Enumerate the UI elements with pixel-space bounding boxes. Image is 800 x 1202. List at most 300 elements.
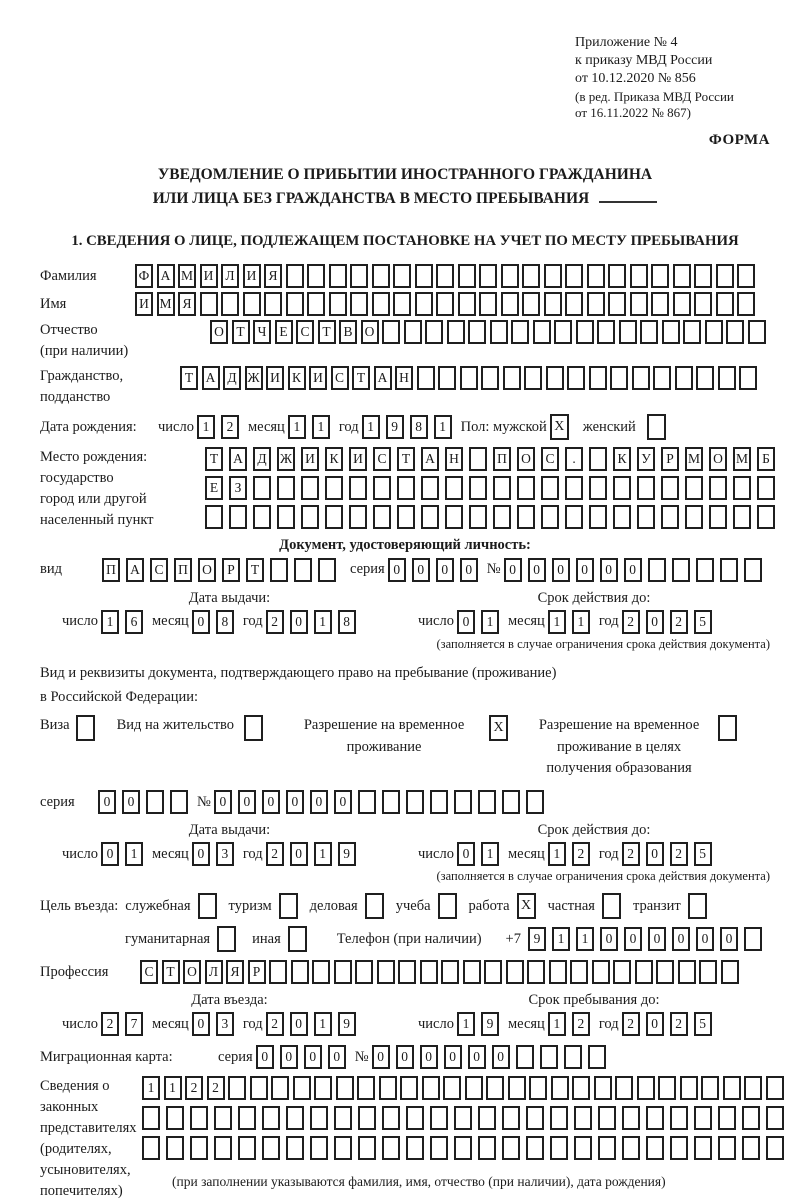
char-cell [744,558,762,582]
char-cell: 6 [125,610,143,634]
residence-doc-dates: Дата выдачи: число 0 1 месяц 0 3 год 2 0 1 9 Срок действия до: число 0 1 месяц 1 2 год 2 0 2 5 [40,822,770,866]
char-cell [766,1136,784,1160]
char-cell: Т [352,366,370,390]
char-cell: 0 [98,790,116,814]
char-cell: 0 [388,558,406,582]
char-cell: 0 [646,842,664,866]
char-cell [318,558,336,582]
char-cell [720,558,738,582]
citizenship-label: Гражданство, подданство [40,368,124,406]
char-cell [382,1106,400,1130]
char-cell: 0 [576,558,594,582]
char-cell: П [102,558,120,582]
char-cell [430,1136,448,1160]
visa-checkbox [76,715,95,741]
char-cell [397,476,415,500]
char-cell [533,320,551,344]
representatives-row [40,1076,770,1202]
char-cell [619,320,637,344]
char-cell: 0 [696,927,714,951]
char-cell: 0 [214,790,232,814]
char-cell: 0 [412,558,430,582]
stay-day-cells [457,1012,499,1036]
given-name-row [40,292,770,316]
char-cell [608,292,626,316]
char-cell: Е [275,320,293,344]
char-cell: 2 [266,610,284,634]
char-cell [142,1106,160,1130]
char-cell: 1 [314,1012,332,1036]
char-cell [286,1136,304,1160]
doc-series-cells [388,558,478,582]
char-cell [479,292,497,316]
gender-label: Пол: мужской [460,418,547,435]
char-cell [622,1136,640,1160]
char-cell [481,366,499,390]
birth-month-cells [288,415,330,439]
char-cell: Т [180,366,198,390]
surname-cells [135,264,755,288]
female-label: женский [582,418,636,435]
char-cell [723,1076,741,1100]
char-cell [334,1136,352,1160]
char-cell [372,264,390,288]
char-cell: 0 [646,1012,664,1036]
char-cell [651,264,669,288]
char-cell [737,292,755,316]
char-cell [502,790,520,814]
char-cell: 9 [338,842,356,866]
birth-place-label: Место рождения: государство город или другой населенный пункт [40,449,154,529]
char-cell [656,960,674,984]
char-cell: 1 [288,415,306,439]
char-cell: 9 [386,415,404,439]
char-cell [622,1106,640,1130]
char-cell [350,292,368,316]
doc-series-label: серия [350,561,385,577]
visit-purpose-row: Цель въезда: служебная туризм деловая учеба работа X частная транзит [40,893,770,919]
char-cell [358,790,376,814]
char-cell [637,1076,655,1100]
char-cell [766,1106,784,1130]
char-cell [291,960,309,984]
char-cell [640,320,658,344]
char-cell [329,292,347,316]
profession-label: Профессия [40,963,109,980]
char-cell: Я [226,960,244,984]
char-cell [262,1136,280,1160]
char-cell [454,1136,472,1160]
char-cell: 0 [290,1012,308,1036]
char-cell [646,1136,664,1160]
residence-doc-options [40,715,770,780]
char-cell [733,505,751,529]
appendix-line: Приложение № 4 [575,35,678,50]
char-cell [214,1106,232,1130]
char-cell: 2 [572,1012,590,1036]
char-cell [214,1136,232,1160]
char-cell [325,505,343,529]
char-cell [726,320,744,344]
form-title [40,163,770,211]
migration-card-label: Миграционная карта: [40,1048,173,1065]
char-cell [718,1136,736,1160]
char-cell: 2 [622,610,640,634]
char-cell: 1 [548,610,566,634]
purpose-private-checkbox [602,893,621,919]
char-cell [377,960,395,984]
char-cell [465,1076,483,1100]
char-cell [527,960,545,984]
residence-valid-day-cells [457,842,499,866]
char-cell [286,264,304,288]
char-cell [310,1106,328,1130]
char-cell: О [361,320,379,344]
char-cell: Т [318,320,336,344]
char-cell [430,1106,448,1130]
char-cell [445,476,463,500]
valid-month-cells [548,610,590,634]
char-cell [382,790,400,814]
char-cell [436,292,454,316]
char-cell [479,264,497,288]
char-cell: 1 [164,1076,182,1100]
residence-issue-year-cells [266,842,356,866]
char-cell [570,960,588,984]
char-cell [549,960,567,984]
validity-note: (заполняется в случае ограничения срока действия документа) [436,636,770,651]
char-cell: 2 [670,1012,688,1036]
residence-validity-note: (заполняется в случае ограничения срока действия документа) [436,869,770,884]
char-cell: 0 [256,1045,274,1069]
char-cell: 0 [600,558,618,582]
char-cell [262,1106,280,1130]
surname-label: Фамилия [40,267,97,284]
char-cell [748,320,766,344]
char-cell [334,1106,352,1130]
entry-dates: Дата въезда: число 2 7 месяц 0 3 год 2 0 1 9 Срок пребывания до: число 1 9 месяц 1 2 год 2 0 2 5 [40,992,770,1036]
surname-row [40,264,770,288]
char-cell: Р [222,558,240,582]
char-cell [349,505,367,529]
char-cell [398,960,416,984]
char-cell [415,264,433,288]
char-cell: С [373,447,391,471]
char-cell [400,1076,418,1100]
char-cell: 2 [266,842,284,866]
char-cell: 0 [624,927,642,951]
valid-date-block: Срок действия до: число 0 1 месяц 1 1 год 2 0 2 5 [418,590,770,634]
char-cell [718,1106,736,1130]
char-cell [613,960,631,984]
char-cell [630,264,648,288]
char-cell: 2 [622,842,640,866]
purpose-transit-checkbox [688,893,707,919]
char-cell [329,264,347,288]
option-visa: Виза [40,715,95,741]
month-label: месяц [247,418,285,435]
char-cell [277,476,295,500]
char-cell [544,264,562,288]
char-cell [420,960,438,984]
char-cell [468,320,486,344]
stay-month-cells [548,1012,590,1036]
char-cell: Т [162,960,180,984]
char-cell [286,1106,304,1130]
char-cell: 0 [396,1045,414,1069]
char-cell [721,960,739,984]
birth-place-row3 [205,505,775,529]
char-cell: 2 [101,1012,119,1036]
char-cell: С [140,960,158,984]
char-cell: 0 [646,610,664,634]
phone-label: Телефон (при наличии) [336,930,482,947]
char-cell [350,264,368,288]
char-cell [637,505,655,529]
purpose-study-checkbox [438,893,457,919]
char-cell: 0 [372,1045,390,1069]
char-cell: М [733,447,751,471]
entry-year-cells [266,1012,356,1036]
doc-number-label: № [486,561,501,577]
issue-date-block: Дата выдачи: число 1 6 месяц 0 8 год 2 0 1 8 [62,590,397,634]
residence-issue-month-cells [192,842,234,866]
char-cell [701,1076,719,1100]
char-cell: 0 [457,842,475,866]
char-cell [294,558,312,582]
char-cell [744,1076,762,1100]
char-cell: С [541,447,559,471]
identity-doc-heading: Документ, удостоверяющий личность: [279,536,531,553]
char-cell [716,292,734,316]
char-cell [742,1106,760,1130]
char-cell [526,790,544,814]
char-cell [526,1106,544,1130]
char-cell [301,476,319,500]
char-cell [221,292,239,316]
char-cell [190,1106,208,1130]
char-cell [670,1106,688,1130]
char-cell [587,264,605,288]
char-cell: 3 [216,1012,234,1036]
char-cell [379,1076,397,1100]
char-cell [373,476,391,500]
char-cell: 0 [552,558,570,582]
appendix-line: от 10.12.2020 № 856 [575,71,696,87]
char-cell [393,264,411,288]
char-cell [680,1076,698,1100]
char-cell [447,320,465,344]
char-cell [508,1076,526,1100]
char-cell [613,476,631,500]
char-cell: 0 [468,1045,486,1069]
char-cell: 0 [420,1045,438,1069]
char-cell: 0 [101,842,119,866]
residence-series-row [40,790,770,814]
char-cell [526,1136,544,1160]
char-cell: Н [445,447,463,471]
char-cell: 0 [290,610,308,634]
char-cell: 2 [670,842,688,866]
profession-cells [140,960,739,984]
char-cell [517,505,535,529]
char-cell [598,1106,616,1130]
char-cell: 8 [216,610,234,634]
char-cell [709,505,727,529]
char-cell [694,264,712,288]
char-cell [484,960,502,984]
char-cell [646,1106,664,1130]
char-cell [478,1106,496,1130]
char-cell [598,1136,616,1160]
birth-day-cells [197,415,239,439]
char-cell: 0 [492,1045,510,1069]
char-cell: 1 [457,1012,475,1036]
char-cell: И [135,292,153,316]
char-cell: 0 [624,558,642,582]
char-cell [190,1136,208,1160]
char-cell: Т [232,320,250,344]
char-cell [502,1136,520,1160]
char-cell [422,1076,440,1100]
char-cell [651,292,669,316]
char-cell: А [157,264,175,288]
char-cell [406,1106,424,1130]
char-cell [355,960,373,984]
char-cell: 0 [238,790,256,814]
char-cell [307,292,325,316]
char-cell [576,320,594,344]
char-cell [271,1076,289,1100]
section1-heading: 1. СВЕДЕНИЯ О ЛИЦЕ, ПОДЛЕЖАЩЕМ ПОСТАНОВКЕ НА УЧЕТ ПО МЕСТУ ПРЕБЫВАНИЯ [71,233,739,250]
char-cell [565,505,583,529]
doc-number-cells [504,558,762,582]
birth-place-cells [205,447,775,529]
char-cell [565,476,583,500]
char-cell: Е [205,476,223,500]
char-cell: 1 [362,415,380,439]
char-cell: 0 [672,927,690,951]
char-cell: 0 [457,610,475,634]
char-cell: О [198,558,216,582]
char-cell [486,1076,504,1100]
issue-date-heading: Дата выдачи: [188,589,271,606]
char-cell [478,790,496,814]
char-cell [716,264,734,288]
char-cell: Я [264,264,282,288]
char-cell: И [349,447,367,471]
char-cell [469,505,487,529]
char-cell [490,320,508,344]
birth-place-row1 [205,447,775,471]
char-cell: И [309,366,327,390]
char-cell: 9 [528,927,546,951]
char-cell: Ж [277,447,295,471]
char-cell [425,320,443,344]
char-cell [229,505,247,529]
issue-day-cells [101,610,143,634]
char-cell [541,505,559,529]
option-temp-residence-education: Разрешение на временное проживание в целях получения образования [530,715,737,780]
char-cell [574,1106,592,1130]
char-cell: 0 [460,558,478,582]
residence-number-cells [214,790,544,814]
char-cell [632,366,650,390]
migration-number-label: № [354,1048,369,1065]
char-cell: 1 [314,842,332,866]
char-cell [421,505,439,529]
citizenship-row [40,366,770,408]
residence-valid-month-cells [548,842,590,866]
purpose-humanitarian-checkbox [217,926,236,952]
char-cell [662,320,680,344]
char-cell [744,927,762,951]
char-cell: 0 [444,1045,462,1069]
char-cell [658,1076,676,1100]
purpose-business-checkbox [365,893,384,919]
char-cell [696,366,714,390]
residence-permit-checkbox [244,715,263,741]
char-cell [269,960,287,984]
char-cell: 1 [314,610,332,634]
representatives-row3 [142,1136,784,1160]
char-cell [757,505,775,529]
form-title-line1: УВЕДОМЛЕНИЕ О ПРИБЫТИИ ИНОСТРАННОГО ГРАЖДАНИНА [157,166,653,184]
char-cell [142,1136,160,1160]
char-cell [146,790,164,814]
char-cell [615,1076,633,1100]
char-cell [589,505,607,529]
char-cell [592,960,610,984]
visit-purpose-row2: гуманитарная иная Телефон (при наличии) +7 9 1 1 0 0 0 0 0 0 [40,926,770,952]
char-cell: 3 [216,842,234,866]
char-cell: 9 [481,1012,499,1036]
char-cell [417,366,435,390]
char-cell [524,366,542,390]
char-cell: 2 [266,1012,284,1036]
char-cell [372,292,390,316]
char-cell: 0 [192,1012,210,1036]
doc-kind-label: вид [40,561,62,577]
char-cell: 9 [338,1012,356,1036]
char-cell [594,1076,612,1100]
char-cell [608,264,626,288]
char-cell: Б [757,447,775,471]
profession-row [40,960,770,984]
appendix-line: (в ред. Приказа МВД России [575,88,734,104]
purpose-other-checkbox [288,926,307,952]
char-cell [635,960,653,984]
char-cell: . [565,447,583,471]
char-cell [307,264,325,288]
char-cell [587,292,605,316]
char-cell: 5 [694,1012,712,1036]
representatives-row2 [142,1106,784,1130]
char-cell: 0 [310,790,328,814]
char-cell [683,320,701,344]
char-cell: 0 [286,790,304,814]
char-cell [705,320,723,344]
phone-cells [528,927,762,951]
patronymic-cells [210,320,766,344]
char-cell: О [517,447,535,471]
char-cell: 0 [192,842,210,866]
char-cell: И [243,264,261,288]
char-cell [567,366,585,390]
char-cell [397,505,415,529]
char-cell: З [229,476,247,500]
char-cell: О [210,320,228,344]
